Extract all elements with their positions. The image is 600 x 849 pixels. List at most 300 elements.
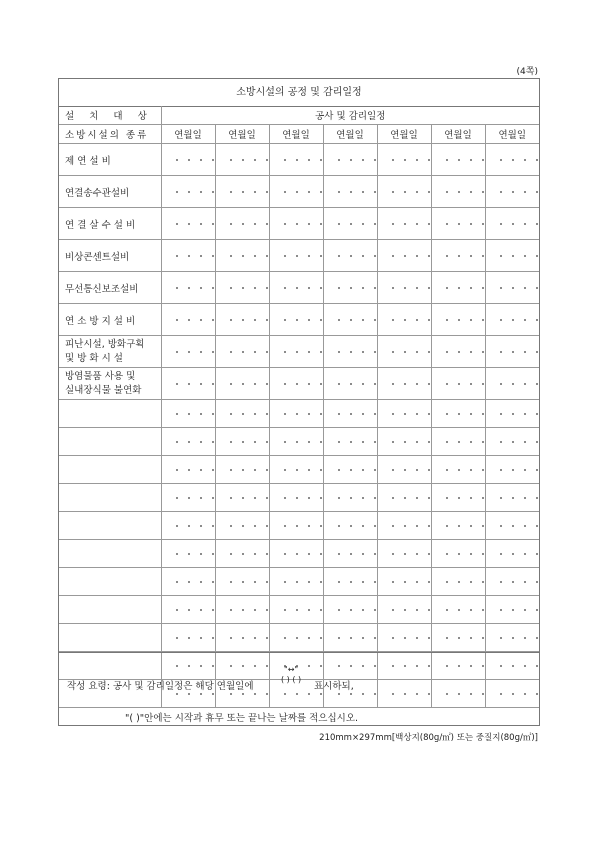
date-dot xyxy=(242,159,244,161)
schedule-cell[interactable] xyxy=(215,456,269,484)
date-dot xyxy=(230,469,232,471)
schedule-cell[interactable] xyxy=(215,428,269,456)
schedule-cell[interactable] xyxy=(485,208,539,240)
date-dot xyxy=(296,497,298,499)
schedule-cell[interactable] xyxy=(431,624,485,652)
schedule-cell[interactable] xyxy=(161,596,215,624)
date-dot xyxy=(254,287,256,289)
date-dot xyxy=(296,441,298,443)
date-dot xyxy=(428,441,430,443)
facility-name-blank[interactable] xyxy=(59,540,161,568)
date-dot xyxy=(458,497,460,499)
date-dot xyxy=(374,287,376,289)
date-dot xyxy=(296,383,298,385)
schedule-cell[interactable] xyxy=(377,368,431,400)
date-dot xyxy=(482,497,484,499)
date-dot xyxy=(296,609,298,611)
schedule-cell[interactable] xyxy=(215,568,269,596)
table-row xyxy=(59,484,539,512)
date-dot xyxy=(482,609,484,611)
schedule-cell[interactable] xyxy=(431,208,485,240)
schedule-cell[interactable] xyxy=(269,240,323,272)
date-dot xyxy=(416,609,418,611)
date-dot xyxy=(500,637,502,639)
date-dot xyxy=(230,637,232,639)
date-dot xyxy=(512,223,514,225)
date-dot xyxy=(524,441,526,443)
facility-name xyxy=(59,368,161,400)
header-date: 연월일 xyxy=(269,125,323,144)
schedule-cell[interactable] xyxy=(485,304,539,336)
table-row xyxy=(59,336,539,368)
date-dot xyxy=(446,441,448,443)
schedule-cell[interactable] xyxy=(485,456,539,484)
schedule-cell[interactable] xyxy=(215,624,269,652)
facility-name-blank[interactable] xyxy=(59,428,161,456)
date-dot xyxy=(242,191,244,193)
schedule-cell[interactable] xyxy=(431,512,485,540)
date-dot xyxy=(176,287,178,289)
schedule-cell[interactable] xyxy=(161,400,215,428)
date-dot xyxy=(536,223,538,225)
date-dot xyxy=(512,441,514,443)
schedule-cell[interactable] xyxy=(323,400,377,428)
date-dot xyxy=(296,159,298,161)
schedule-cell[interactable] xyxy=(269,144,323,176)
date-dot xyxy=(404,255,406,257)
date-dot xyxy=(428,223,430,225)
date-dot xyxy=(254,191,256,193)
date-dot xyxy=(338,469,340,471)
schedule-cell[interactable] xyxy=(485,400,539,428)
schedule-cell[interactable] xyxy=(485,624,539,652)
schedule-cell[interactable] xyxy=(215,144,269,176)
date-dot xyxy=(404,553,406,555)
date-dot xyxy=(512,319,514,321)
date-dot xyxy=(446,159,448,161)
date-dot xyxy=(524,637,526,639)
date-dot xyxy=(428,255,430,257)
schedule-cell[interactable] xyxy=(431,336,485,368)
date-dot xyxy=(200,609,202,611)
date-dot xyxy=(308,351,310,353)
table-row xyxy=(59,568,539,596)
date-dot xyxy=(320,525,322,527)
page-number: (4쪽) xyxy=(516,67,538,77)
schedule-cell[interactable] xyxy=(269,456,323,484)
date-dot xyxy=(320,351,322,353)
date-dot xyxy=(308,287,310,289)
date-dot xyxy=(482,255,484,257)
schedule-cell[interactable] xyxy=(215,272,269,304)
schedule-cell[interactable] xyxy=(377,144,431,176)
schedule-cell[interactable] xyxy=(431,456,485,484)
date-dot xyxy=(404,191,406,193)
date-dot xyxy=(362,191,364,193)
schedule-cell[interactable] xyxy=(215,400,269,428)
date-dot xyxy=(266,383,268,385)
date-dot xyxy=(458,525,460,527)
schedule-cell[interactable] xyxy=(269,272,323,304)
schedule-cell[interactable] xyxy=(161,568,215,596)
schedule-cell[interactable] xyxy=(269,484,323,512)
schedule-cell[interactable] xyxy=(485,176,539,208)
date-dot xyxy=(536,581,538,583)
date-dot xyxy=(500,191,502,193)
schedule-cell[interactable] xyxy=(323,208,377,240)
schedule-cell[interactable] xyxy=(431,568,485,596)
date-dot xyxy=(254,553,256,555)
schedule-cell[interactable] xyxy=(431,240,485,272)
date-dot xyxy=(524,223,526,225)
schedule-cell[interactable] xyxy=(377,456,431,484)
date-dot xyxy=(266,581,268,583)
date-dot xyxy=(524,351,526,353)
schedule-cell[interactable] xyxy=(431,400,485,428)
schedule-cell[interactable] xyxy=(323,176,377,208)
date-dot xyxy=(188,609,190,611)
date-dot xyxy=(284,191,286,193)
date-dot xyxy=(416,351,418,353)
date-dot xyxy=(188,441,190,443)
date-dot xyxy=(188,525,190,527)
date-dot xyxy=(500,351,502,353)
date-dot xyxy=(512,159,514,161)
schedule-cell[interactable] xyxy=(377,304,431,336)
schedule-cell[interactable] xyxy=(215,484,269,512)
schedule-cell[interactable] xyxy=(215,540,269,568)
schedule-cell[interactable] xyxy=(323,624,377,652)
date-dot xyxy=(362,287,364,289)
facility-name: 비상콘센트설비 xyxy=(59,240,161,272)
date-dot xyxy=(176,441,178,443)
date-dot xyxy=(362,469,364,471)
date-dot xyxy=(392,413,394,415)
date-dot xyxy=(416,413,418,415)
date-dot xyxy=(512,413,514,415)
schedule-cell[interactable] xyxy=(431,368,485,400)
date-dot xyxy=(392,609,394,611)
schedule-cell[interactable] xyxy=(377,484,431,512)
schedule-cell[interactable] xyxy=(161,336,215,368)
schedule-cell[interactable] xyxy=(431,484,485,512)
schedule-cell[interactable] xyxy=(323,428,377,456)
date-dot xyxy=(188,319,190,321)
schedule-cell[interactable] xyxy=(377,208,431,240)
schedule-cell[interactable] xyxy=(161,540,215,568)
schedule-cell[interactable] xyxy=(431,176,485,208)
schedule-cell[interactable] xyxy=(377,400,431,428)
date-dot xyxy=(512,553,514,555)
date-dot xyxy=(500,159,502,161)
date-dot xyxy=(338,553,340,555)
date-dot xyxy=(350,191,352,193)
table-row xyxy=(59,208,539,240)
date-dot xyxy=(320,609,322,611)
date-dot xyxy=(500,497,502,499)
schedule-cell[interactable] xyxy=(161,240,215,272)
schedule-cell[interactable] xyxy=(161,272,215,304)
header-date: 연월일 xyxy=(377,125,431,144)
date-dot xyxy=(242,581,244,583)
date-dot xyxy=(446,287,448,289)
date-dot xyxy=(482,441,484,443)
schedule-cell[interactable] xyxy=(485,240,539,272)
date-dot xyxy=(308,497,310,499)
date-dot xyxy=(512,255,514,257)
date-dot xyxy=(362,441,364,443)
date-dot xyxy=(446,383,448,385)
date-dot xyxy=(308,191,310,193)
schedule-cell[interactable] xyxy=(323,272,377,304)
facility-name-blank[interactable] xyxy=(59,596,161,624)
date-dot xyxy=(200,191,202,193)
date-dot xyxy=(428,469,430,471)
date-dot xyxy=(254,223,256,225)
date-dot xyxy=(266,413,268,415)
date-dot xyxy=(284,581,286,583)
schedule-cell[interactable] xyxy=(377,272,431,304)
schedule-cell[interactable] xyxy=(161,176,215,208)
schedule-cell[interactable] xyxy=(485,568,539,596)
date-dot xyxy=(296,413,298,415)
schedule-cell[interactable] xyxy=(269,596,323,624)
schedule-cell[interactable] xyxy=(323,336,377,368)
date-dot xyxy=(230,287,232,289)
facility-name: 무선통신보조설비 xyxy=(59,272,161,304)
date-dot xyxy=(230,255,232,257)
schedule-cell[interactable] xyxy=(269,368,323,400)
schedule-cell[interactable] xyxy=(215,176,269,208)
date-dot xyxy=(320,581,322,583)
date-dot xyxy=(500,223,502,225)
date-dot xyxy=(266,255,268,257)
facility-name-blank[interactable] xyxy=(59,456,161,484)
date-dot xyxy=(458,581,460,583)
schedule-cell[interactable] xyxy=(485,368,539,400)
date-dot xyxy=(512,351,514,353)
schedule-cell[interactable] xyxy=(215,512,269,540)
facility-name-blank[interactable] xyxy=(59,624,161,652)
schedule-cell[interactable] xyxy=(431,540,485,568)
date-dot xyxy=(176,553,178,555)
date-dot xyxy=(254,413,256,415)
date-dot xyxy=(536,255,538,257)
date-dot xyxy=(266,497,268,499)
date-dot xyxy=(536,497,538,499)
schedule-cell[interactable] xyxy=(323,484,377,512)
schedule-cell[interactable] xyxy=(485,336,539,368)
schedule-cell[interactable] xyxy=(377,428,431,456)
schedule-cell[interactable] xyxy=(431,144,485,176)
date-dot xyxy=(350,581,352,583)
date-dot xyxy=(470,469,472,471)
schedule-cell[interactable] xyxy=(323,512,377,540)
schedule-cell[interactable] xyxy=(431,596,485,624)
date-dot xyxy=(350,319,352,321)
schedule-cell[interactable] xyxy=(215,596,269,624)
schedule-cell[interactable] xyxy=(269,336,323,368)
date-dot xyxy=(458,319,460,321)
schedule-cell[interactable] xyxy=(377,596,431,624)
date-dot xyxy=(446,223,448,225)
date-dot xyxy=(254,469,256,471)
date-dot xyxy=(392,553,394,555)
date-dot xyxy=(500,255,502,257)
schedule-cell[interactable] xyxy=(377,176,431,208)
date-dot xyxy=(188,159,190,161)
schedule-cell[interactable] xyxy=(161,484,215,512)
schedule-cell[interactable] xyxy=(485,484,539,512)
date-dot xyxy=(500,319,502,321)
schedule-cell[interactable] xyxy=(269,176,323,208)
schedule-cell[interactable] xyxy=(431,304,485,336)
facility-name: 제 연 설 비 xyxy=(59,144,161,176)
date-dot xyxy=(446,581,448,583)
schedule-cell[interactable] xyxy=(269,540,323,568)
date-dot xyxy=(416,159,418,161)
date-dot xyxy=(176,525,178,527)
date-dot xyxy=(176,255,178,257)
date-dot xyxy=(284,525,286,527)
date-dot xyxy=(392,637,394,639)
schedule-cell[interactable] xyxy=(269,400,323,428)
schedule-cell[interactable] xyxy=(485,596,539,624)
date-dot xyxy=(308,581,310,583)
date-dot xyxy=(338,255,340,257)
schedule-cell[interactable] xyxy=(269,568,323,596)
schedule-cell[interactable] xyxy=(215,304,269,336)
date-dot xyxy=(500,441,502,443)
date-dot xyxy=(512,581,514,583)
schedule-cell[interactable] xyxy=(377,512,431,540)
facility-name: 연 소 방 지 설 비 xyxy=(59,304,161,336)
date-dot xyxy=(404,287,406,289)
date-dot xyxy=(404,497,406,499)
schedule-cell[interactable] xyxy=(377,568,431,596)
schedule-cell[interactable] xyxy=(215,336,269,368)
date-dot xyxy=(416,191,418,193)
date-dot xyxy=(458,553,460,555)
date-dot xyxy=(254,609,256,611)
date-dot xyxy=(338,525,340,527)
schedule-cell[interactable] xyxy=(323,540,377,568)
date-dot xyxy=(482,159,484,161)
facility-name-blank[interactable] xyxy=(59,484,161,512)
date-dot xyxy=(308,441,310,443)
date-dot xyxy=(404,637,406,639)
date-dot xyxy=(320,441,322,443)
date-dot xyxy=(188,287,190,289)
schedule-cell[interactable] xyxy=(485,272,539,304)
schedule-cell[interactable] xyxy=(323,456,377,484)
date-dot xyxy=(404,525,406,527)
date-dot xyxy=(266,637,268,639)
facility-name-blank[interactable] xyxy=(59,568,161,596)
schedule-cell[interactable] xyxy=(323,240,377,272)
date-dot xyxy=(374,525,376,527)
date-dot xyxy=(428,525,430,527)
schedule-cell[interactable] xyxy=(323,596,377,624)
date-dot xyxy=(254,383,256,385)
schedule-cell[interactable] xyxy=(215,208,269,240)
date-dot xyxy=(428,287,430,289)
schedule-cell[interactable] xyxy=(269,208,323,240)
date-dot xyxy=(374,351,376,353)
header-schedule: 공사 및 감리일정 xyxy=(161,106,539,125)
date-dot xyxy=(188,383,190,385)
date-dot xyxy=(482,351,484,353)
schedule-cell[interactable] xyxy=(323,144,377,176)
schedule-cell[interactable] xyxy=(161,208,215,240)
schedule-cell[interactable] xyxy=(161,304,215,336)
date-dot xyxy=(176,351,178,353)
date-dot xyxy=(338,287,340,289)
schedule-cell[interactable] xyxy=(269,428,323,456)
date-dot xyxy=(188,497,190,499)
date-dot xyxy=(512,383,514,385)
schedule-cell[interactable] xyxy=(269,304,323,336)
schedule-cell[interactable] xyxy=(215,368,269,400)
date-dot xyxy=(374,159,376,161)
date-dot xyxy=(212,525,214,527)
schedule-cell[interactable] xyxy=(431,272,485,304)
date-dot xyxy=(284,469,286,471)
schedule-cell[interactable] xyxy=(323,368,377,400)
schedule-cell[interactable] xyxy=(485,144,539,176)
schedule-cell[interactable] xyxy=(161,456,215,484)
schedule-cell[interactable] xyxy=(431,428,485,456)
schedule-cell[interactable] xyxy=(485,428,539,456)
date-dot xyxy=(392,223,394,225)
schedule-cell[interactable] xyxy=(377,540,431,568)
schedule-cell[interactable] xyxy=(161,144,215,176)
schedule-cell[interactable] xyxy=(161,428,215,456)
date-dot xyxy=(524,191,526,193)
schedule-cell[interactable] xyxy=(161,512,215,540)
date-dot xyxy=(188,255,190,257)
date-dot xyxy=(350,469,352,471)
date-dot xyxy=(176,191,178,193)
date-dot xyxy=(416,319,418,321)
date-dot xyxy=(470,383,472,385)
schedule-cell[interactable] xyxy=(485,512,539,540)
date-dot xyxy=(296,581,298,583)
facility-name-blank[interactable] xyxy=(59,512,161,540)
date-dot xyxy=(296,469,298,471)
date-dot xyxy=(296,223,298,225)
schedule-cell[interactable] xyxy=(161,368,215,400)
date-dot xyxy=(230,191,232,193)
date-dot xyxy=(242,223,244,225)
schedule-cell[interactable] xyxy=(377,624,431,652)
schedule-cell[interactable] xyxy=(323,568,377,596)
schedule-cell[interactable] xyxy=(377,240,431,272)
schedule-cell[interactable] xyxy=(377,336,431,368)
schedule-cell[interactable] xyxy=(323,304,377,336)
schedule-cell[interactable] xyxy=(269,512,323,540)
schedule-cell[interactable] xyxy=(485,540,539,568)
facility-name-blank[interactable] xyxy=(59,400,161,428)
date-dot xyxy=(404,319,406,321)
schedule-cell[interactable] xyxy=(161,624,215,652)
schedule-cell[interactable] xyxy=(215,240,269,272)
date-dot xyxy=(374,469,376,471)
date-dot xyxy=(524,159,526,161)
date-dot xyxy=(200,159,202,161)
date-dot xyxy=(458,469,460,471)
schedule-cell[interactable] xyxy=(269,624,323,652)
